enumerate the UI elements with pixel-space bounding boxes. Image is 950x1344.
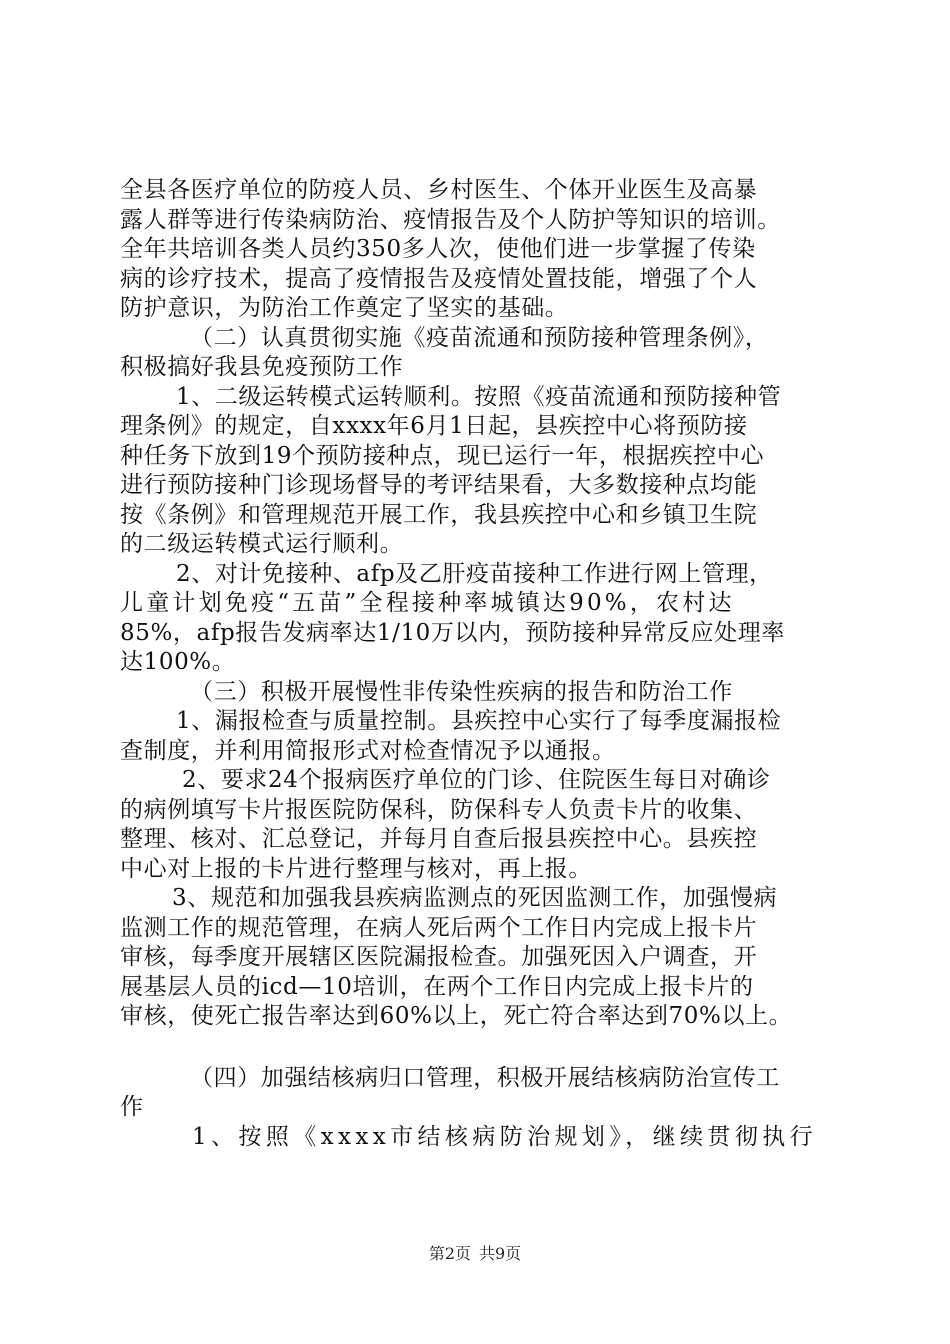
paragraph-line: 中心对上报的卡片进行整理与核对，再上报。 — [120, 855, 592, 882]
section-heading-line: （二）认真贯彻实施《疫苗流通和预防接种管理条例》， — [190, 324, 769, 351]
paragraph-line: 按《条例》和管理规范开展工作，我县疾控中心和乡镇卫生院 — [120, 501, 758, 528]
paragraph-line: 监测工作的规范管理，在病人死后两个工作日内完成上报卡片 — [120, 914, 758, 941]
page-footer — [0, 1241, 950, 1264]
paragraph-line: 全年共培训各类人员约350多人次，使他们进一步掌握了传染 — [120, 236, 756, 262]
paragraph-line: 全县各医疗单位的防疫人员、乡村医生、个体开业医生及高暴 — [120, 177, 758, 203]
paragraph-line: 1、按照《xxxx市结核病防治规划》，继续贯彻执行 — [192, 1123, 818, 1150]
section-heading-line: （四）加强结核病归口管理，积极开展结核病防治宣传工 — [190, 1064, 780, 1091]
paragraph-line: 1、漏报检查与质量控制。县疾控中心实行了每季度漏报检 — [176, 708, 782, 734]
paragraph-line: 1、二级运转模式运转顺利。按照《疫苗流通和预防接种管 — [176, 383, 782, 410]
paragraph-line: 种任务下放到19个预防接种点，现已运行一年，根据疾控中心 — [120, 442, 765, 469]
section-heading-line: （三）积极开展慢性非传染性疾病的报告和防治工作 — [190, 678, 733, 705]
paragraph-line: 2、要求24个报病医疗单位的门诊、住院医生每日对确诊 — [182, 767, 771, 793]
section-heading-line: 积极搞好我县免疫预防工作 — [120, 354, 404, 380]
paragraph-line: 的病例填写卡片报医院防保科，防保科专人负责卡片的收集、 — [120, 796, 758, 823]
paragraph-line: 露人群等进行传染病防治、疫情报告及个人防护等知识的培训。 — [120, 206, 781, 233]
paragraph-line: 达100%。 — [120, 649, 236, 675]
paragraph-line: 展基层人员的icd—10培训，在两个工作日内完成上报卡片的 — [120, 973, 754, 1000]
paragraph-line: 理条例》的规定，自xxxx年6月1日起，县疾控中心将预防接 — [120, 413, 748, 439]
paragraph-line: 整理、核对、汇总登记，并每月自查后报县疾控中心。县疾控 — [120, 826, 758, 852]
paragraph-line: 85%，afp报告发病率达1/10万以内，预防接种异常反应处理率 — [120, 619, 785, 646]
page-total: 共9页 — [479, 1244, 522, 1263]
paragraph-line: 3、规范和加强我县疾病监测点的死因监测工作，加强慢病 — [172, 885, 778, 911]
section-heading-line: 作 — [120, 1094, 144, 1120]
paragraph-line: 进行预防接种门诊现场督导的考评结果看，大多数接种点均能 — [120, 472, 758, 498]
document-body — [120, 176, 835, 1152]
paragraph-line: 2、对计免接种、afp及乙肝疫苗接种工作进行网上管理， — [176, 560, 773, 587]
paragraph-line: 审核，每季度开展辖区医院漏报检查。加强死因入户调查，开 — [120, 944, 758, 970]
paragraph-line: 的二级运转模式运行顺利。 — [120, 531, 404, 557]
paragraph-line: 儿童计划免疫“五苗”全程接种率城镇达90%，农村达 — [120, 590, 735, 616]
page-number: 第2页 — [428, 1244, 471, 1263]
paragraph-line: 病的诊疗技术，提高了疫情报告及疫情处置技能，增强了个人 — [120, 265, 758, 292]
paragraph-line: 查制度，并利用简报形式对检查情况予以通报。 — [120, 737, 616, 764]
paragraph-line: 审核，使死亡报告率达到60%以上，死亡符合率达到70%以上。 — [120, 1003, 793, 1029]
paragraph-line: 防护意识，为防治工作奠定了坚实的基础。 — [120, 295, 569, 321]
